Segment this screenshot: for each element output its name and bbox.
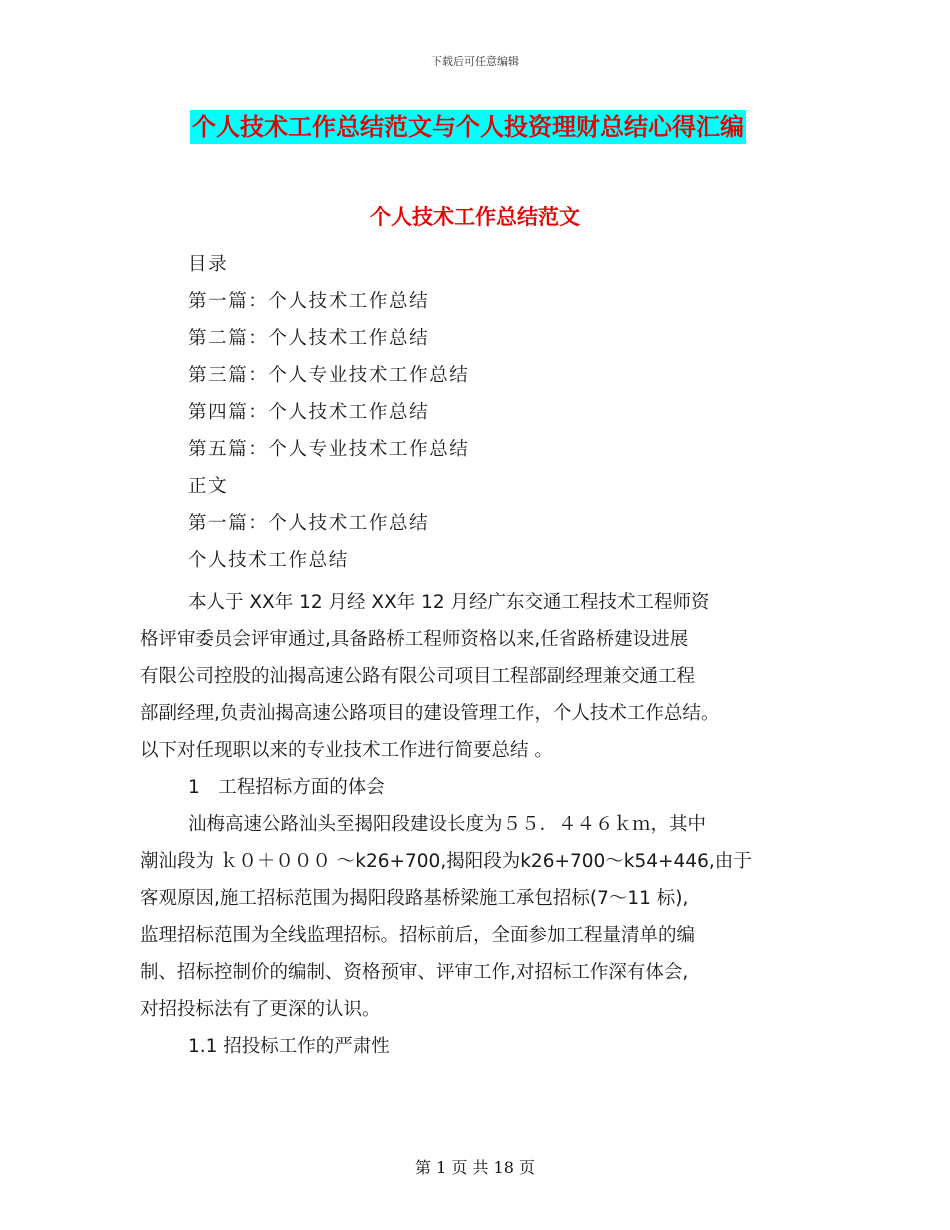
zhengwen-label: 正文 (188, 476, 229, 497)
paragraph-line: 本人于 XX年 12 月经 XX年 12 月经广东交通工程技术工程师资 (188, 592, 710, 613)
paragraph-line: 潮汕段为 ｋ０＋０００ ～k26+700,揭阳段为k26+700～k54+446,由于 (140, 851, 752, 872)
subheading-1-1: 1.1 招投标工作的严肃性 (188, 1036, 390, 1057)
toc-item-1: 第一篇：个人技术工作总结 (188, 291, 430, 312)
paragraph-line: 格评审委员会评审通过,具备路桥工程师资格以来,任省路桥建设进展 (140, 629, 689, 650)
subheading-1: 1 工程招标方面的体会 (188, 777, 385, 798)
header-note: 下载后可任意编辑 (431, 55, 519, 68)
paragraph-line: 有限公司控股的汕揭高速公路有限公司项目工程部副经理兼交通工程 (140, 666, 696, 687)
paragraph-1 (140, 584, 820, 1065)
toc-item-2: 第二篇：个人技术工作总结 (188, 328, 430, 349)
paragraph-line: 部副经理,负责汕揭高速公路项目的建设管理工作，个人技术工作总结。 (140, 703, 720, 724)
paragraph-line: 以下对任现职以来的专业技术工作进行简要总结 。 (140, 740, 553, 761)
paragraph-line: 制、招标控制价的编制、资格预审、评审工作,对招标工作深有体会, (140, 962, 689, 983)
page-footer: 第 1 页 共 18 页 (415, 1158, 535, 1177)
paragraph-line: 客观原因,施工招标范围为揭阳段路基桥梁施工承包招标(7～11 标), (140, 888, 689, 909)
toc-heading: 目录 (188, 254, 229, 275)
toc-item-4: 第四篇：个人技术工作总结 (188, 402, 430, 423)
paragraph-line: 对招投标法有了更深的认识。 (140, 999, 381, 1020)
paragraph-line: 汕梅高速公路汕头至揭阳段建设长度为５５．４４６ｋｍ，其中 (188, 814, 707, 835)
toc-item-3: 第三篇：个人专业技术工作总结 (188, 365, 470, 386)
document-main-title: 个人技术工作总结范文与个人投资理财总结心得汇编 (190, 110, 746, 144)
section-title: 个人技术工作总结 (188, 550, 349, 571)
toc-item-5: 第五篇：个人专业技术工作总结 (188, 439, 470, 460)
document-sub-title: 个人技术工作总结范文 (370, 205, 580, 229)
paragraph-line: 监理招标范围为全线监理招标。招标前后，全面参加工程量清单的编 (140, 925, 696, 946)
section-heading: 第一篇：个人技术工作总结 (188, 513, 430, 534)
